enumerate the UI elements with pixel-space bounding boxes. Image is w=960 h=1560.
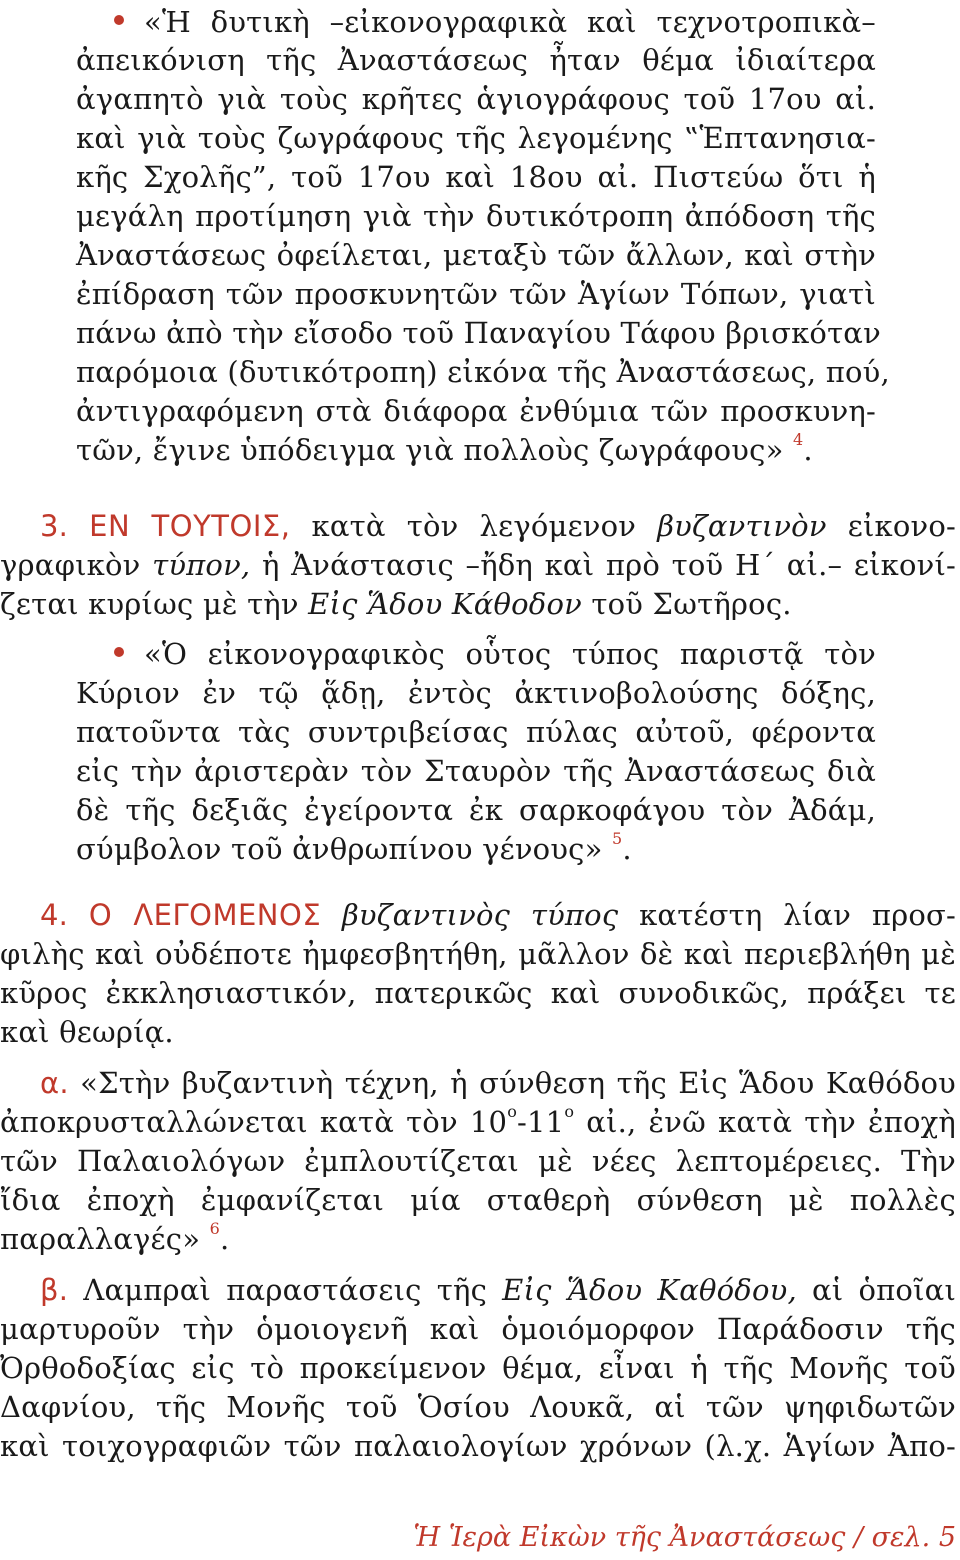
period: . [622, 832, 632, 866]
body-text: κατὰ τὸν λεγόμενον [311, 509, 637, 543]
page-footer: Ἡ Ἱερὰ Εἰκὼν τῆς Ἀναστάσεως / σελ. 5 [413, 1522, 956, 1553]
quote-line: «Ἡ δυτικὴ –εἰκονογραφικὰ καὶ τεχνοτροπικὰ– [144, 5, 876, 39]
subsection-number: α. [40, 1066, 69, 1100]
footnote-ref[interactable]: 4 [792, 430, 804, 450]
quote-line: πατοῦντα τὰς συντριβείσας πύλας αὐτοῦ, φέροντα [76, 715, 876, 749]
section-3-line [0, 582, 792, 626]
quote-line: Ἀναστάσεως ὀφείλεται, μεταξὺ τῶν ἄλλων, καὶ στὴν [76, 238, 876, 272]
footnote-ref[interactable]: 5 [611, 829, 623, 849]
quote-line: ἀντιγραφόμενη στὰ διάφορα ἐνθύμια τῶν προσκυνη- [76, 394, 876, 428]
quote-line: ἀπεικόνιση τῆς Ἀναστάσεως ἦταν θέμα ἰδιαίτερα [76, 43, 876, 77]
body-text: αἱ ὁποῖαι [812, 1273, 957, 1307]
section-4-line: καὶ θεωρίᾳ. [0, 1015, 174, 1049]
section-3-line [0, 543, 956, 587]
subsection-a-line [40, 1061, 956, 1105]
subsection-a-line [0, 1217, 229, 1261]
section-number: 3. [40, 509, 69, 543]
body-text: αἰ., ἐνῶ κατὰ τὴν ἐποχὴ [586, 1105, 956, 1139]
section-heading: Ο ΛΕΓΟΜΕΝΟΣ [88, 898, 322, 932]
quote-line: πάνω ἀπὸ τὴν εἴσοδο τοῦ Παναγίου Τάφου βρισκόταν [76, 316, 881, 350]
subsection-number: β. [40, 1273, 69, 1307]
subsection-b-line: μαρτυροῦν τὴν ὁμοιογενῆ καὶ ὁμοιόμορφον Παράδοσιν τῆς [0, 1312, 956, 1346]
italic-term: τύπον, [152, 548, 251, 582]
quote-line: κῆς Σχολῆς”, τοῦ 17ου καὶ 18ου αἰ. Πιστεύω ὅτι ἡ [76, 160, 876, 194]
body-text: ἀποκρυσταλλώνεται κατὰ τὸν $10^o-11^o$ [0, 1102, 575, 1139]
body-text: κατέστη λίαν προσ- [639, 898, 957, 932]
italic-term: Εἰς Ἅδου Κάθοδον [308, 587, 582, 621]
footnote-ref[interactable]: 6 [209, 1219, 220, 1239]
quote-line: ἐπίδραση τῶν προσκυνητῶν τῶν Ἁγίων Τόπων, γιατὶ [76, 277, 876, 311]
subsection-a-line: ἴδια ἐποχὴ ἐμφανίζεται μία σταθερὴ σύνθεση μὲ πολλὲς [0, 1183, 956, 1217]
body-text: εἰκονο- [847, 509, 957, 543]
quote-line [76, 827, 632, 871]
period: . [803, 433, 813, 467]
body-text: ζεται κυρίως μὲ τὴν [0, 587, 299, 621]
subsection-b-line: καὶ τοιχογραφιῶν τῶν παλαιολογίων χρόνων (λ.χ. Ἁγίων Ἀπο- [0, 1429, 956, 1463]
subsection-b-line: Ὀρθοδοξίας εἰς τὸ προκείμενον θέμα, εἶναι ἡ τῆς Μονῆς τοῦ [0, 1351, 956, 1385]
quote-line: μεγάλη προτίμηση γιὰ τὴν δυτικότροπη ἀπόδοση τῆς [76, 199, 876, 233]
body-text: παραλλαγές» [0, 1222, 201, 1256]
section-number: 4. [40, 898, 69, 932]
body-text: γραφικὸν [0, 548, 141, 582]
section-4-line [40, 893, 956, 937]
quote-text: τῶν, ἔγινε ὑπόδειγμα γιὰ πολλοὺς ζωγράφους» [76, 433, 784, 467]
quote-line [76, 428, 813, 472]
quote-line: ἀγαπητὸ γιὰ τοὺς κρῆτες ἁγιογράφους τοῦ 17ου αἰ. [76, 82, 876, 116]
bullet-icon [114, 647, 124, 657]
quote-text: σύμβολον τοῦ ἀνθρωπίνου γένους» [76, 832, 603, 866]
period: . [219, 1222, 230, 1256]
quote-line: Κύριον ἐν τῷ ᾅδῃ, ἐντὸς ἀκτινοβολούσης δόξης, [76, 676, 876, 710]
section-4-line: φιλὴς καὶ οὐδέποτε ἠμφεσβητήθη, μᾶλλον δὲ καὶ περιεβλήθη μὲ [0, 937, 956, 971]
italic-term: Εἰς Ἅδου Καθόδου, [502, 1273, 797, 1307]
quote-line: δὲ τῆς δεξιᾶς ἐγείροντα ἐκ σαρκοφάγου τὸν Ἀδάμ, [76, 793, 876, 827]
subsection-b-line: Δαφνίου, τῆς Μονῆς τοῦ Ὁσίου Λουκᾶ, αἱ τῶν ψηφιδωτῶν [0, 1390, 956, 1424]
body-text: τοῦ Σωτῆρος. [591, 587, 792, 621]
quote-line: εἰς τὴν ἀριστερὰν τὸν Σταυρὸν τῆς Ἀναστάσεως διὰ [76, 754, 876, 788]
bullet-icon [114, 15, 124, 25]
subsection-b-line [40, 1268, 956, 1312]
quote-line: «Ὁ εἰκονογραφικὸς οὗτος τύπος παριστᾷ τὸν [144, 637, 876, 671]
section-heading: ΕΝ ΤΟΥΤΟΙΣ, [89, 509, 291, 543]
italic-term: βυζαντινὸν [657, 509, 827, 543]
body-text: Λαμπραὶ παραστάσεις τῆς [83, 1273, 488, 1307]
subsection-a-line: τῶν Παλαιολόγων ἐμπλουτίζεται μὲ νέες λεπτομέρειες. Τὴν [0, 1144, 956, 1178]
quote-line: παρόμοια (δυτικότροπη) εἰκόνα τῆς Ἀναστάσεως, πού, [76, 355, 890, 389]
body-text: ἡ Ἀνάστασις –ἤδη καὶ πρὸ τοῦ Η΄ αἰ.– εἰκονί- [261, 548, 957, 582]
section-3-line [40, 504, 956, 548]
section-4-line: κῦρος ἐκκλησιαστικόν, πατερικῶς καὶ συνοδικῶς, πράξει τε [0, 976, 956, 1010]
body-text: «Στὴν βυζαντινὴ τέχνη, ἡ σύνθεση τῆς Εἰς Ἅδου Καθόδου [80, 1066, 957, 1100]
quote-line: καὶ γιὰ τοὺς ζωγράφους τῆς λεγομένης ‟Ἑπτανησια- [76, 121, 876, 155]
italic-term: βυζαντινὸς τύπος [341, 898, 619, 932]
subsection-a-line [0, 1100, 956, 1144]
